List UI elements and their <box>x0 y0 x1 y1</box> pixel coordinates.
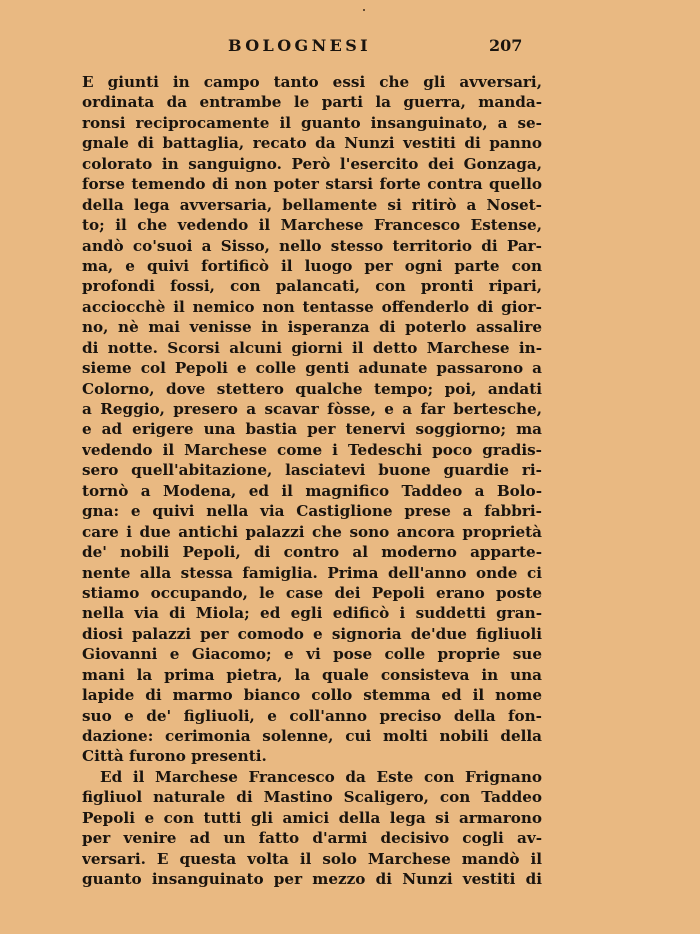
text-line: a Reggio, presero a scavar fòsse, e a far bertesche, <box>82 400 542 418</box>
text-line: dazione: cerimonia solenne, cui molti nobili della <box>82 727 542 745</box>
text-line: figliuol naturale di Mastino Scaligero, con Taddeo <box>82 788 542 807</box>
text-line: acciocchè il nemico non tentasse offenderlo di gior- <box>82 297 542 316</box>
text-line: sero quell'abitazione, lasciatevi buone guardie ri- <box>82 461 542 480</box>
text-line: versari. E questa volta il solo Marchese mandò il <box>82 849 542 868</box>
text-line: nella via di Miola; ed egli edificò i suddetti gran- <box>82 604 542 623</box>
text-line: gnale di battaglia, recato da Nunzi vestiti di panno <box>82 134 542 153</box>
text-line: Colorno, dove stettero qualche tempo; poi, andati <box>82 379 542 398</box>
text-line: de' nobili Pepoli, di contro al moderno apparte- <box>82 543 542 562</box>
text-line: forse temendo di non poter starsi forte contra quello <box>82 175 542 194</box>
text-line: e ad erigere una bastia per tenervi soggiorno; ma <box>82 420 542 439</box>
text-line: profondi fossi, con palancati, con pronti ripari, <box>82 277 542 296</box>
text-line: diosi palazzi per comodo e signoria de'due figliuoli <box>82 624 542 643</box>
text-line: lapide di marmo bianco collo stemma ed il nome <box>82 686 542 705</box>
text-line: ma, e quivi fortificò il luogo per ogni parte con <box>82 256 542 275</box>
paragraph-end-line: Città furono presenti. <box>82 747 267 766</box>
text-line: E giunti in campo tanto essi che gli avversari, <box>82 73 542 91</box>
text-line: nente alla stessa famiglia. Prima dell'anno onde ci <box>82 563 542 582</box>
text-line: sieme col Pepoli e colle genti adunate passarono a <box>82 359 542 378</box>
text-line: Giovanni e Giacomo; e vi pose colle proprie sue <box>82 645 542 664</box>
paragraph-start-line: Ed il Marchese Francesco da Este con Frignano <box>100 767 542 786</box>
text-line: gna: e quivi nella via Castiglione prese a fabbri- <box>82 502 542 521</box>
text-line: to; il che vedendo il Marchese Francesco Estense, <box>82 216 542 235</box>
text-line: andò co'suoi a Sisso, nello stesso territorio di Par- <box>82 236 542 255</box>
ink-speck <box>363 9 365 11</box>
page-number: 207 <box>489 36 523 55</box>
text-line: della lega avversaria, bellamente si ritirò a Noset- <box>82 195 542 214</box>
text-line: di notte. Scorsi alcuni giorni il detto Marchese in- <box>82 338 542 357</box>
text-line: mani la prima pietra, la quale consisteva in una <box>82 665 542 684</box>
text-line: no, nè mai venisse in isperanza di poterlo assalire <box>82 318 542 337</box>
text-line: ordinata da entrambe le parti la guerra, manda- <box>82 93 542 112</box>
text-line: stiamo occupando, le case dei Pepoli erano poste <box>82 583 542 602</box>
text-line: care i due antichi palazzi che sono ancora proprietà <box>82 522 542 541</box>
text-line: Pepoli e con tutti gli amici della lega si armarono <box>82 808 542 827</box>
text-line: tornò a Modena, ed il magnifico Taddeo a Bolo- <box>82 481 542 500</box>
text-line: ronsi reciprocamente il guanto insanguinato, a se- <box>82 113 542 132</box>
text-line: colorato in sanguigno. Però l'esercito dei Gonzaga, <box>82 154 542 173</box>
body-text <box>82 72 542 890</box>
text-line: guanto insanguinato per mezzo di Nunzi vestiti di <box>82 870 542 889</box>
running-title: BOLOGNESI <box>228 36 372 55</box>
text-line: per venire ad un fatto d'armi decisivo cogli av- <box>82 829 542 848</box>
text-line: suo e de' figliuoli, e coll'anno preciso della fon- <box>82 706 542 725</box>
text-line: vedendo il Marchese come i Tedeschi poco gradis- <box>82 440 542 459</box>
running-head <box>0 36 700 60</box>
